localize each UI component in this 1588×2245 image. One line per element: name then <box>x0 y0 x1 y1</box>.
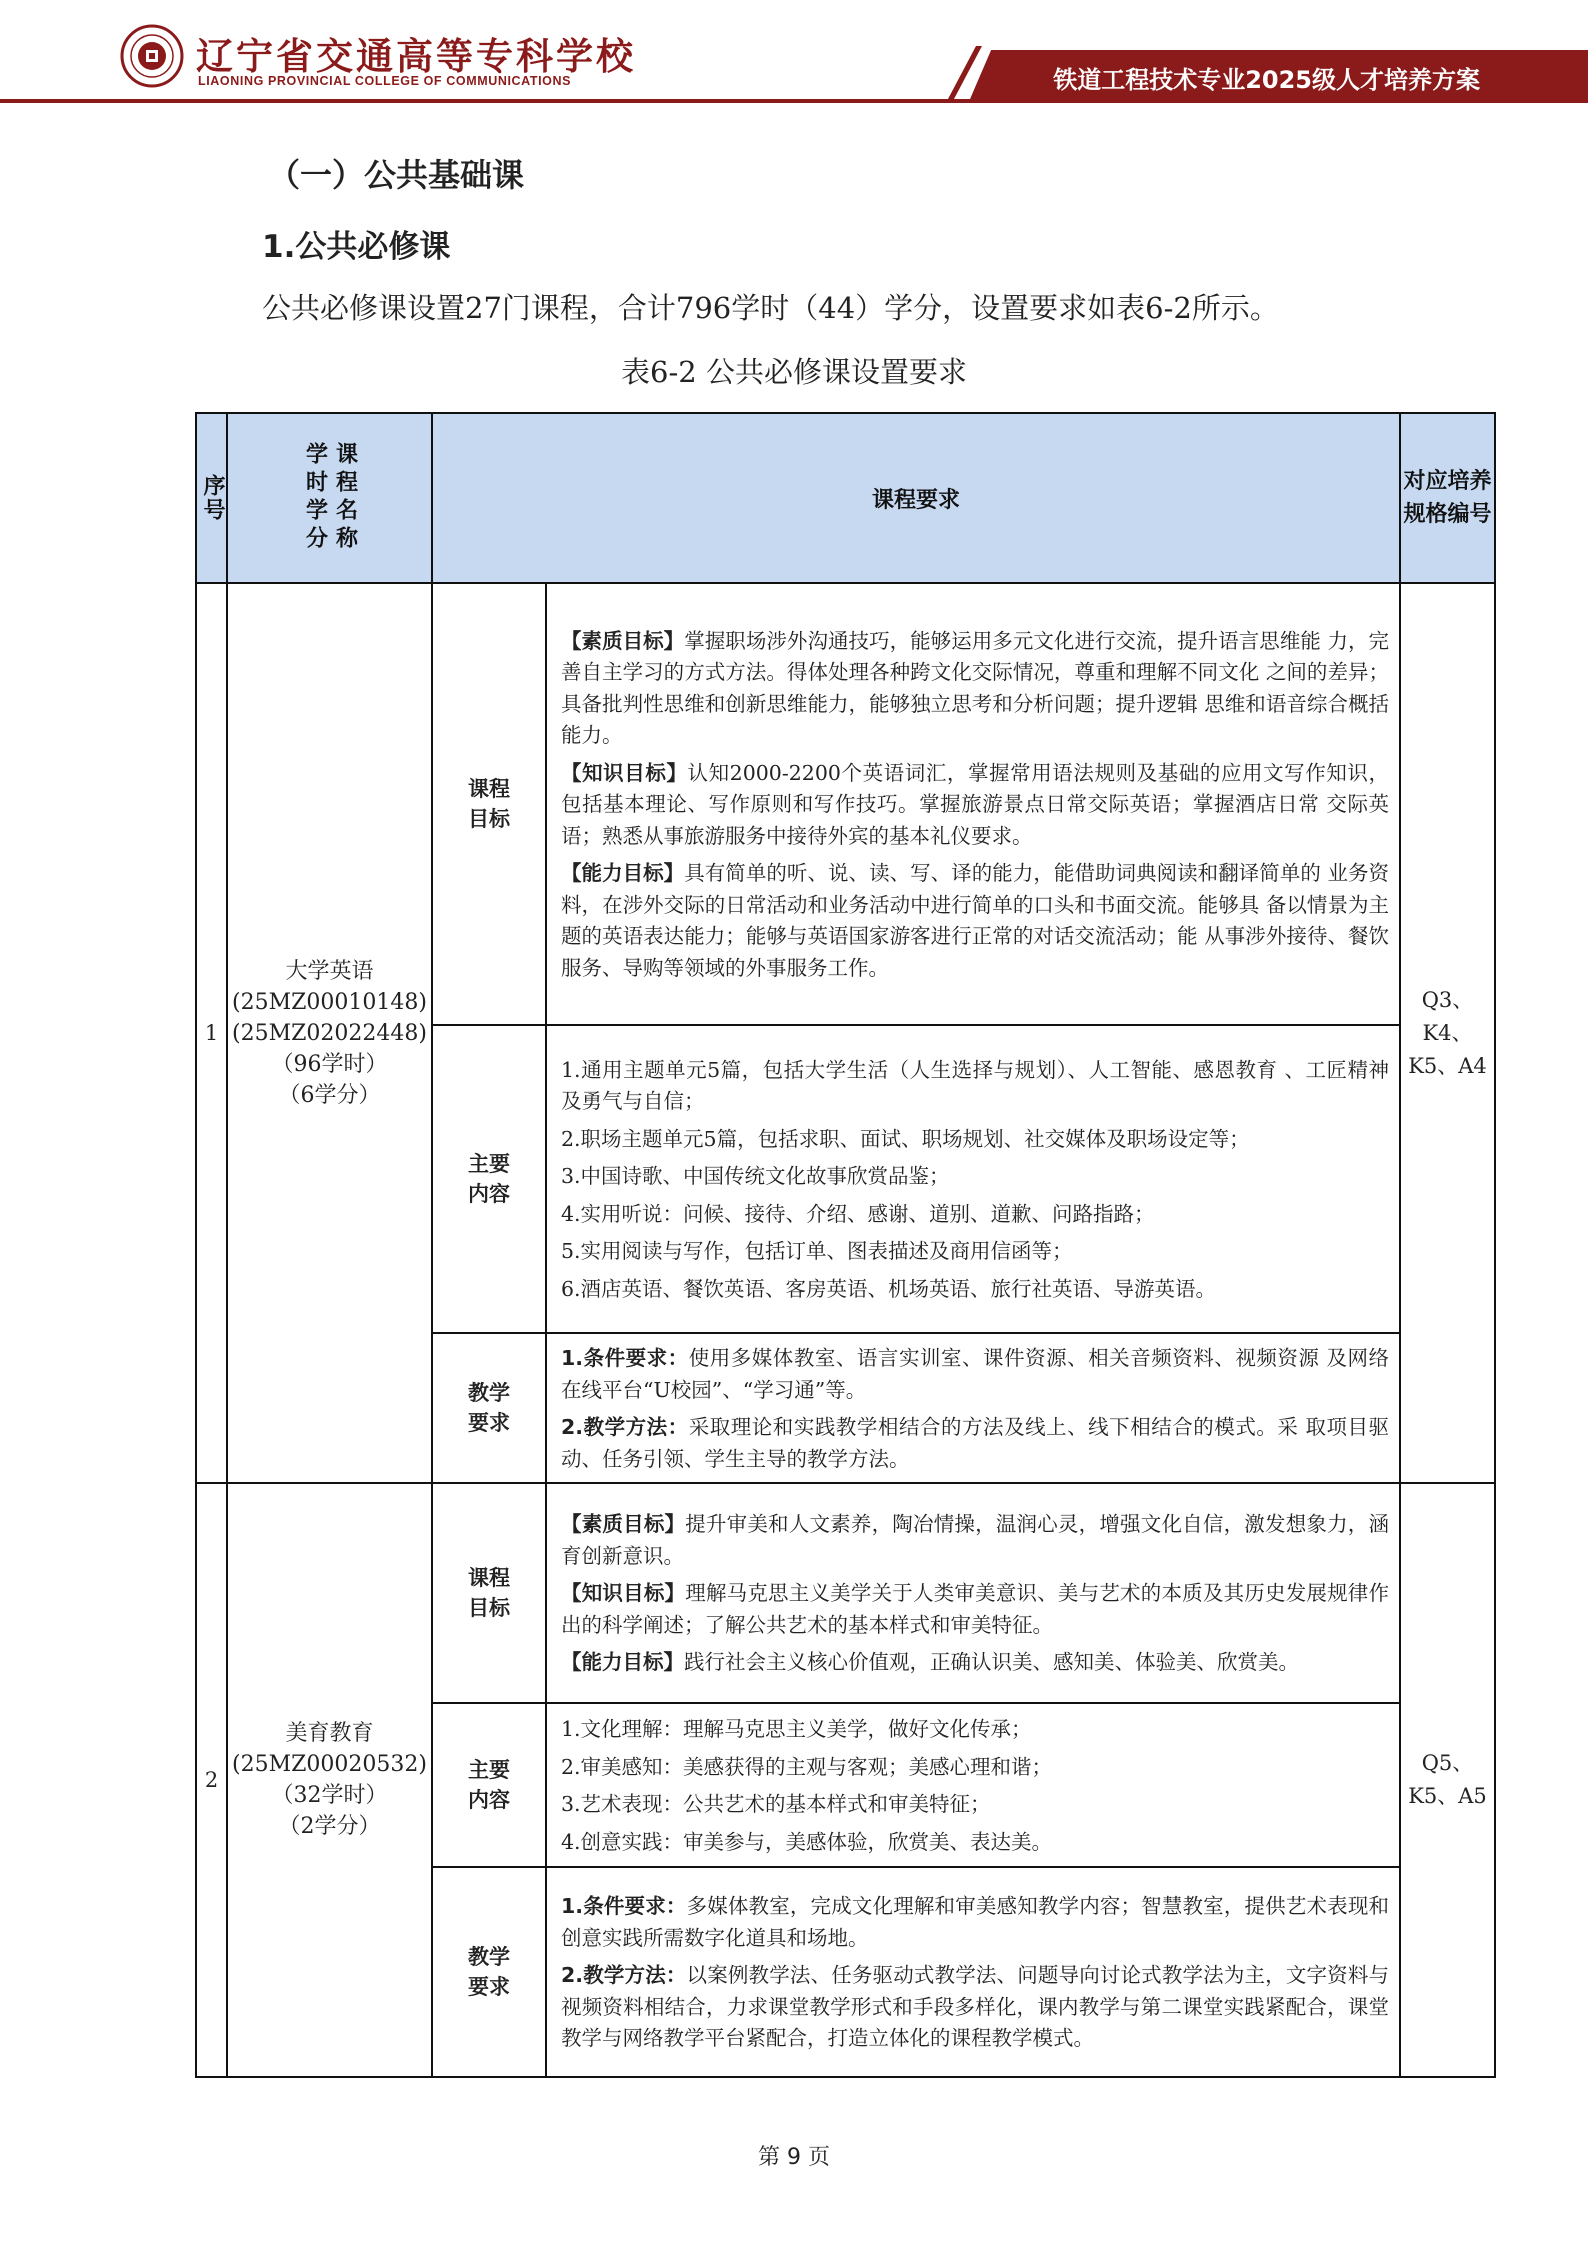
course-requirements-table <box>195 412 1496 2078</box>
course-seq: 2 <box>196 1483 227 2077</box>
category-label: 课程目标 <box>432 583 546 1025</box>
page-header <box>0 0 1588 110</box>
header-rule <box>0 99 1588 103</box>
school-name-en: LIAONING PROVINCIAL COLLEGE OF COMMUNICATIONS <box>198 74 572 88</box>
course-teaching: 1.条件要求：多媒体教室，完成文化理解和审美感知教学内容；智慧教室，提供艺术表现和创意实践所需数字化道具和场地。 2.教学方法：以案例教学法、任务驱动式教学法、问题导向讨论式教学法为主，文字资料与视频资料相结合，力求课堂教学形式和手段多样化，课内教学与第二课堂实践紧配合，课堂教学与网络教学平台紧配合，打造立体化的课程教学模式。 <box>546 1867 1400 2077</box>
school-name-cn: 辽宁省交通高等专科学校 <box>196 34 636 78</box>
header-seq: 序号 <box>196 413 227 583</box>
category-label: 课程目标 <box>432 1483 546 1703</box>
course-credits: （2学分） <box>278 1814 381 1839</box>
course-name-cell <box>227 583 432 1483</box>
header-name-col1: 课程名称 <box>332 442 358 554</box>
course-credits: （6学分） <box>278 1082 381 1108</box>
page-suffix: 页 <box>808 2145 831 2170</box>
course-hours: （32学时） <box>271 1783 388 1808</box>
course-name: 大学英语 <box>285 958 374 984</box>
course-name: 美育教育 <box>285 1721 374 1746</box>
header-course-name <box>227 413 432 583</box>
mapping-code: Q3、K4、K5、A4 <box>1400 583 1495 1483</box>
course-code: (25MZ00010148) <box>232 989 427 1015</box>
course-hours: （96学时） <box>271 1051 388 1077</box>
section-heading: （一）公共基础课 <box>268 156 525 194</box>
course-contents: 1.通用主题单元5篇，包括大学生活（人生选择与规划）、人工智能、感恩教育 、工匠精神及勇气与自信； 2.职场主题单元5篇，包括求职、面试、职场规划、社交媒体及职场设定等； 3.中国诗歌、中国传统文化故事欣赏品鉴； 4.实用听说：问候、接待、介绍、感谢、道别、道歉、问路指路； 5.实用阅读与写作，包括订单、图表描述及商用信函等； 6.酒店英语、餐饮英语、客房英语、机场英语、旅行社英语、导游英语。 <box>546 1025 1400 1333</box>
course-teaching: 1.条件要求：使用多媒体教室、语言实训室、课件资源、相关音频资料、视频资源 及网络在线平台“U校园”、“学习通”等。 2.教学方法：采取理论和实践教学相结合的方法及线上、线下相结合的模式。采 取项目驱动、任务引领、学生主导的教学方法。 <box>546 1333 1400 1483</box>
course-code: (25MZ02022448) <box>232 1020 427 1046</box>
course-seq: 1 <box>196 583 227 1483</box>
intro-paragraph: 公共必修课设置27门课程，合计796学时（44）学分，设置要求如表6-2所示。 <box>262 291 1279 325</box>
course-contents: 1.文化理解：理解马克思主义美学，做好文化传承； 2.审美感知：美感获得的主观与客观；美感心理和谐； 3.艺术表现：公共艺术的基本样式和审美特征； 4.创意实践：审美参与，美感体验，欣赏美、表达美。 <box>546 1703 1400 1867</box>
category-label: 教学要求 <box>432 1333 546 1483</box>
header-requirements: 课程要求 <box>432 413 1400 583</box>
course-code: (25MZ00020532) <box>232 1752 427 1777</box>
page-number: 9 <box>787 2145 801 2170</box>
header-mapping: 对应培养规格编号 <box>1400 413 1495 583</box>
course-goals: 【素质目标】提升审美和人文素养，陶冶情操，温润心灵，增强文化自信，激发想象力，涵育创新意识。 【知识目标】理解马克思主义美学关于人类审美意识、美与艺术的本质及其历史发展规律作出的科学阐述；了解公共艺术的基本样式和审美特征。 【能力目标】践行社会主义核心价值观，正确认识美、感知美、体验美、欣赏美。 <box>546 1483 1400 1703</box>
course-name-cell <box>227 1483 432 2077</box>
table-header-row <box>196 413 1495 583</box>
course-goals: 【素质目标】掌握职场涉外沟通技巧，能够运用多元文化进行交流，提升语言思维能 力，完善自主学习的方式方法。得体处理各种跨文化交际情况，尊重和理解不同文化 之间的差异；具备批判性思维和创新思维能力，能够独立思考和分析问题；提升逻辑 思维和语音综合概括能力。 【知识目标】认知2000-2200个英语词汇，掌握常用语法规则及基础的应用文写作知识，包括基本理论、写作原则和写作技巧。掌握旅游景点日常交际英语；掌握酒店日常 交际英语；熟悉从事旅游服务中接待外宾的基本礼仪要求。 【能力目标】具有简单的听、说、读、写、译的能力，能借助词典阅读和翻译简单的 业务资料，在涉外交际的日常活动和业务活动中进行简单的口头和书面交流。能够具 备以情景为主题的英语表达能力；能够与英语国家游客进行正常的对话交流活动；能 从事涉外接待、餐饮服务、导购等领域的外事服务工作。 <box>546 583 1400 1025</box>
category-label: 教学要求 <box>432 1867 546 2077</box>
table-caption: 表6-2 公共必修课设置要求 <box>621 355 967 389</box>
page-prefix: 第 <box>757 2145 780 2170</box>
mapping-code: Q5、K5、A5 <box>1400 1483 1495 2077</box>
category-label: 主要内容 <box>432 1703 546 1867</box>
table-row <box>196 1483 1495 1703</box>
document-title: 铁道工程技术专业2025级人才培养方案 <box>1053 66 1480 94</box>
school-seal-icon <box>120 24 184 88</box>
subsection-heading: 1.公共必修课 <box>262 229 451 265</box>
category-label: 主要内容 <box>432 1025 546 1333</box>
header-name-col2: 学时学分 <box>302 442 328 554</box>
page-footer <box>0 2140 1588 2171</box>
table-row <box>196 583 1495 1025</box>
